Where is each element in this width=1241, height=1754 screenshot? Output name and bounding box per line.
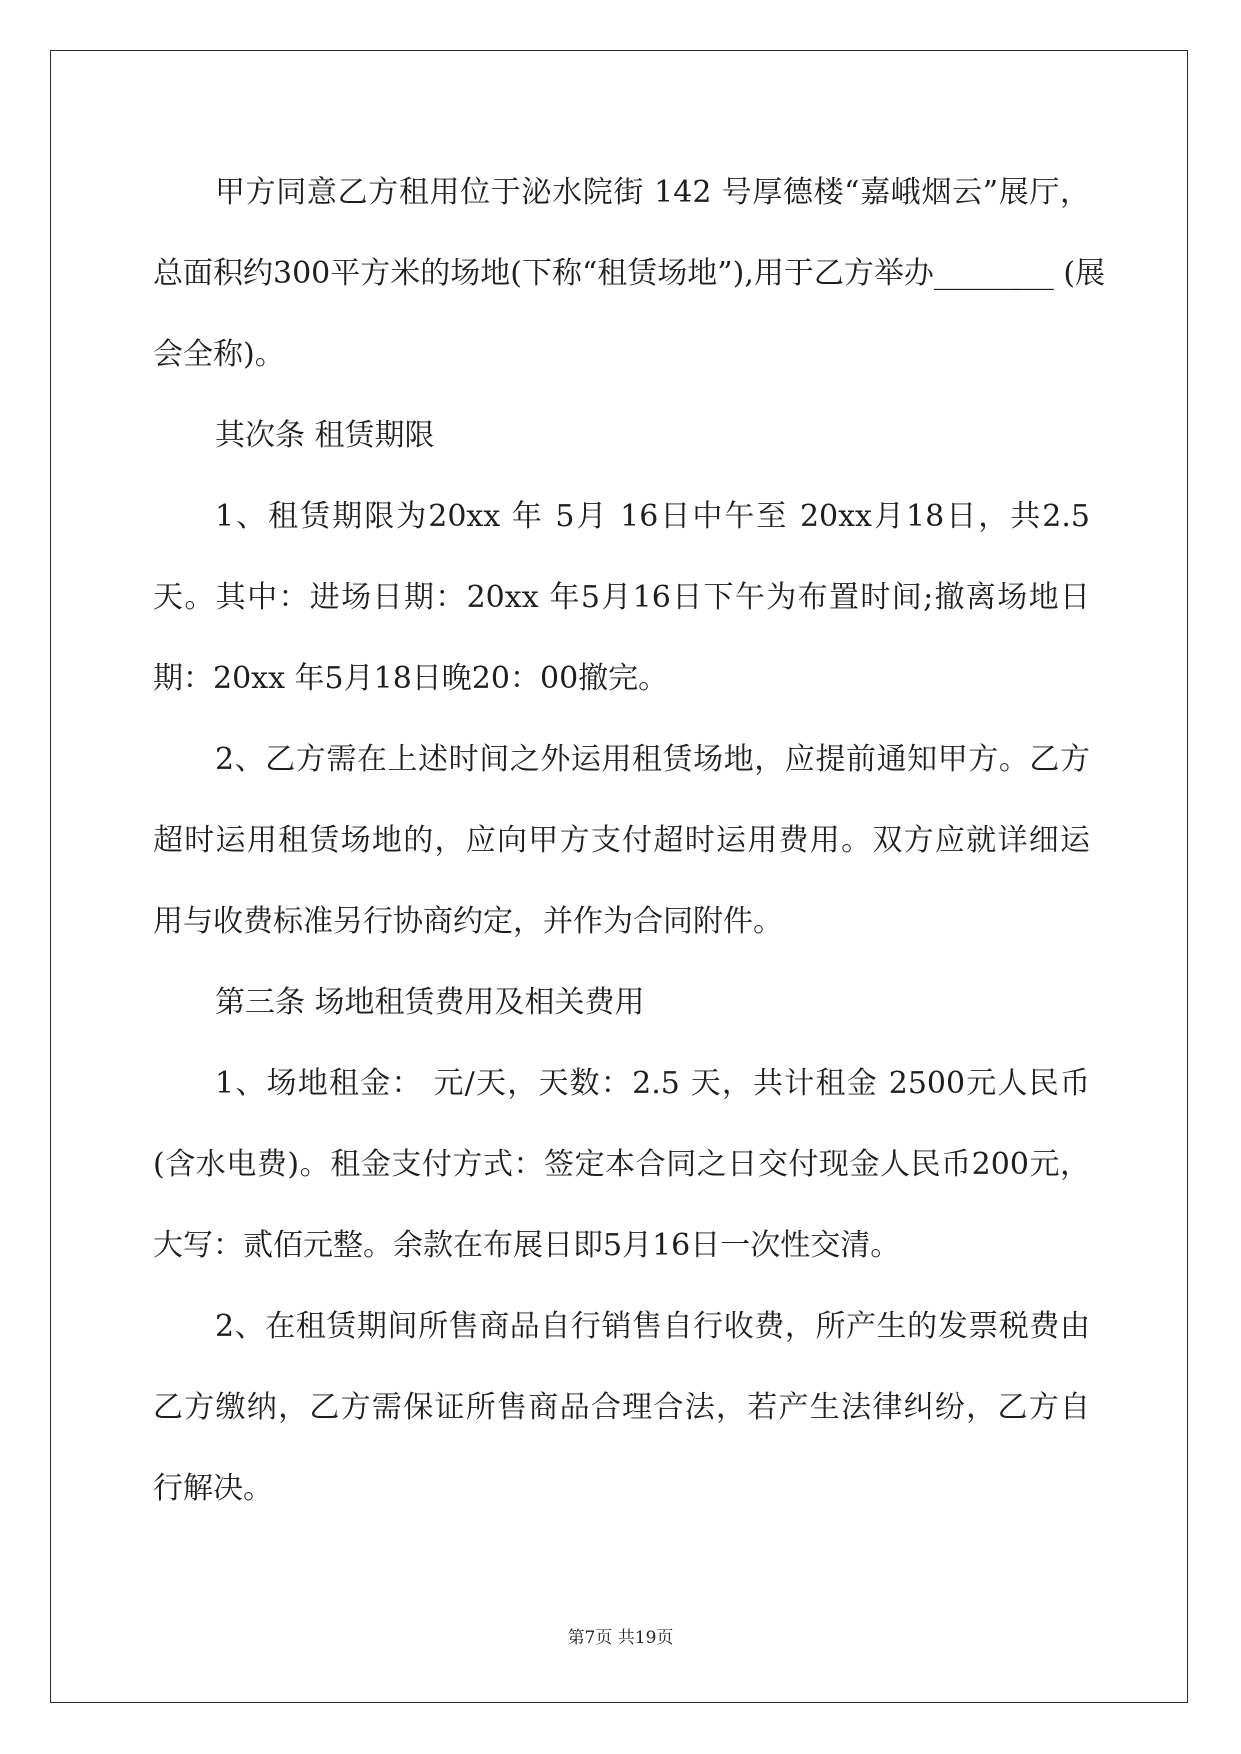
paragraph-line: 1、租赁期限为20xx 年 5月 16日中午至 20xx月18日，共2.5 [215,499,1090,534]
paragraph-line: 总面积约300平方米的场地(下称“租赁场地”),用于乙方举办________ (展 [153,256,1106,291]
paragraph-sales [153,1286,1090,1529]
paragraph-line: 天。其中：进场日期：20xx 年5月16日下午为布置时间;撤离场地日 [153,580,1090,615]
paragraph-overtime [153,719,1090,962]
paragraph-line: 超时运用租赁场地的，应向甲方支付超时运用费用。双方应就详细运 [153,823,1090,858]
document-body [153,152,1106,1529]
paragraph-lease-term [153,476,1090,719]
paragraph-line: 会全称)。 [153,337,285,372]
paragraph-line: 2、乙方需在上述时间之外运用租赁场地，应提前通知甲方。乙方 [215,742,1090,777]
paragraph-line: 期：20xx 年5月18日晚20：00撤完。 [153,661,669,696]
page-number: 第7页 共19页 [567,1628,674,1648]
paragraph-line: (含水电费)。租金支付方式：签定本合同之日交付现金人民币200元， [153,1147,1090,1182]
section-heading: 其次条 租赁期限 [215,418,435,453]
paragraph-venue [153,152,1106,395]
paragraph-line: 甲方同意乙方租用位于泌水院街 142 号厚德楼“嘉峨烟云”展厅， [215,175,1090,210]
paragraph-line: 1、场地租金： 元/天，天数：2.5 天，共计租金 2500元人民币 [215,1066,1090,1101]
paragraph-rent [153,1043,1090,1286]
section-heading: 第三条 场地租赁费用及相关费用 [215,985,645,1020]
paragraph-line: 行解决。 [153,1471,273,1506]
paragraph-line: 乙方缴纳，乙方需保证所售商品合理合法，若产生法律纠纷，乙方自 [153,1390,1090,1425]
paragraph-line: 2、在租赁期间所售商品自行销售自行收费，所产生的发票税费由 [215,1309,1090,1344]
paragraph-line: 大写：贰佰元整。余款在布展日即5月16日一次性交清。 [153,1228,901,1263]
paragraph-line: 用与收费标准另行协商约定，并作为合同附件。 [153,904,783,939]
